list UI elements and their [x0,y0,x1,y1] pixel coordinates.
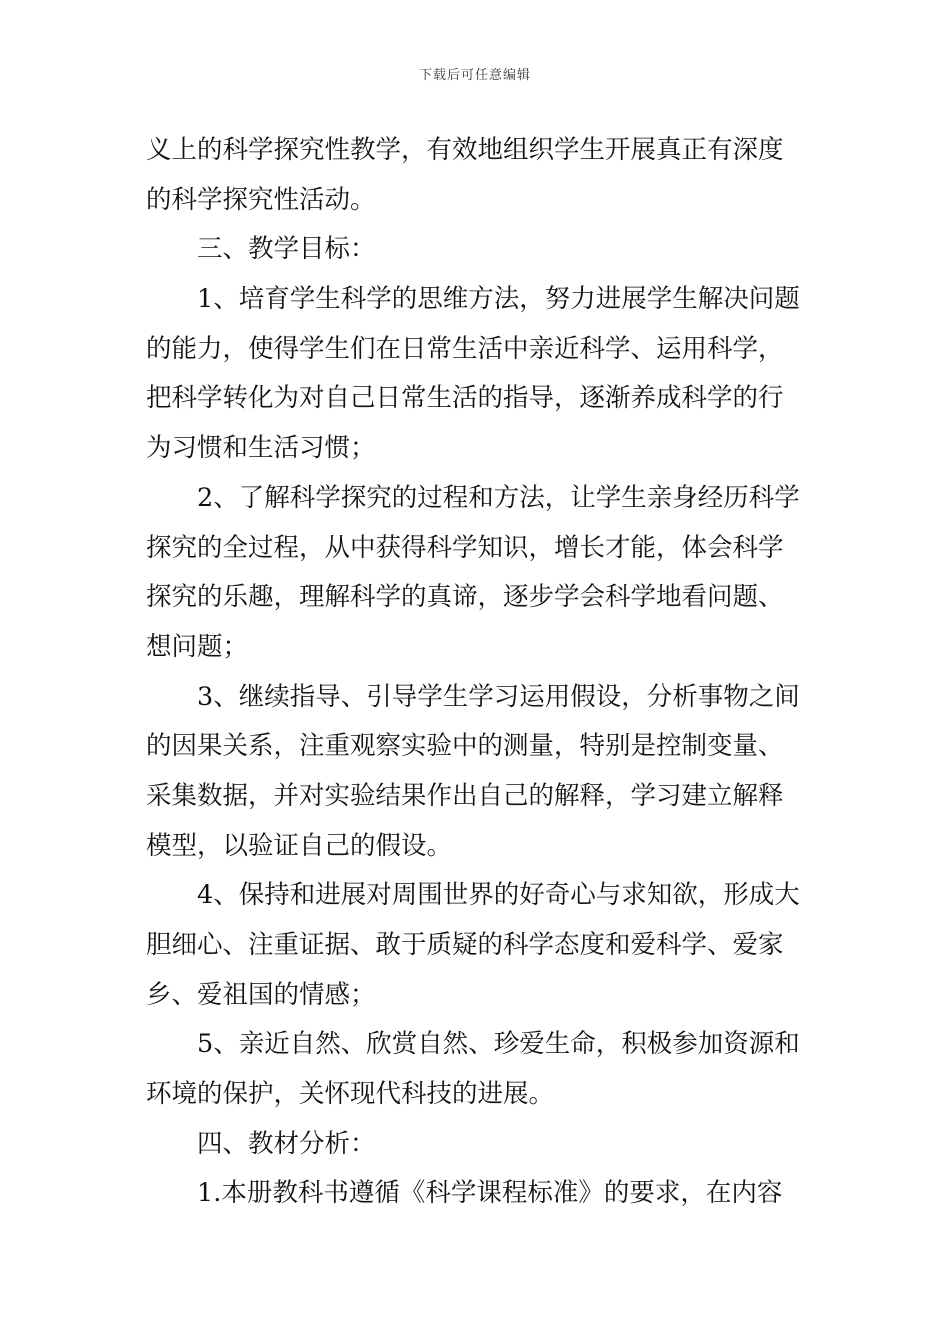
text-line: 探究的乐趣，理解科学的真谛，逐步学会科学地看问题、 [146,582,784,613]
text-line: 的科学探究性活动。 [146,184,376,215]
text-line: 义上的科学探究性教学，有效地组织学生开展真正有深度 [146,135,784,165]
text-line: 想问题； [146,631,249,662]
text-line: 1、培育学生科学的思维方法，努力进展学生解决问题 [197,284,800,315]
text-line: 采集数据，并对实验结果作出自己的解释，学习建立解释 [146,780,784,811]
text-line: 乡、爱祖国的情感； [146,979,376,1010]
text-line: 把科学转化为对自己日常生活的指导，逐渐养成科学的行 [146,383,784,414]
text-line: 探究的全过程，从中获得科学知识，增长才能，体会科学 [146,532,784,563]
text-line: 1.本册教科书遵循《科学课程标准》的要求，在内容 [197,1178,783,1209]
section-heading: 三、教学目标： [197,234,376,265]
text-line: 的能力，使得学生们在日常生活中亲近科学、运用科学， [146,333,784,364]
text-line: 2、了解科学探究的过程和方法，让学生亲身经历科学 [197,482,800,513]
text-line: 环境的保护，关怀现代科技的进展。 [146,1079,555,1110]
text-line: 模型，以验证自己的假设。 [146,830,453,861]
text-line: 4、保持和进展对周围世界的好奇心与求知欲，形成大 [197,880,800,911]
text-line: 的因果关系，注重观察实验中的测量，特别是控制变量、 [146,731,784,762]
page-header: 下载后可任意编辑 [418,68,531,83]
text-line: 5、亲近自然、欣赏自然、珍爱生命，积极参加资源和 [197,1029,800,1060]
text-line: 胆细心、注重证据、敢于质疑的科学态度和爱科学、爱家 [146,930,784,960]
document-body [146,126,810,1219]
section-heading: 四、教材分析： [197,1128,376,1159]
text-line: 为习惯和生活习惯； [146,433,376,464]
text-line: 3、继续指导、引导学生学习运用假设，分析事物之间 [197,681,800,712]
